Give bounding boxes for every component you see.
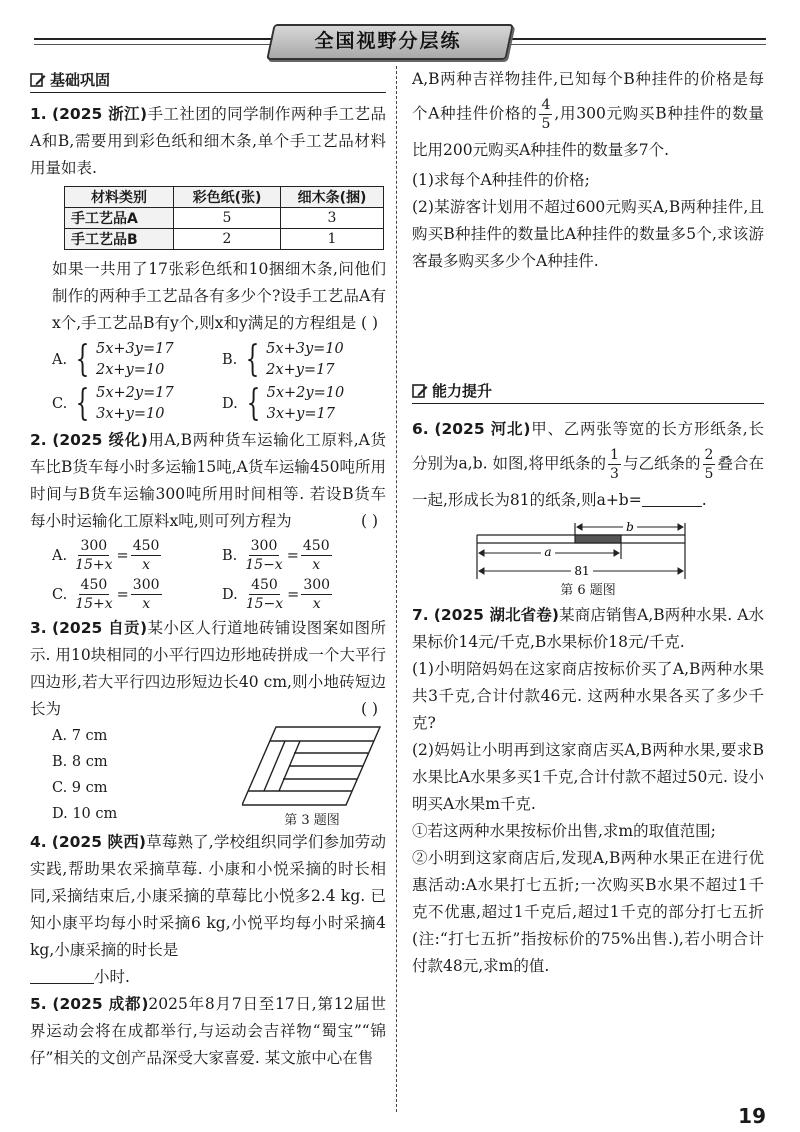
question-text: 用A,B两种货车运输化工原料,A货车比B货车每小时多运输15吨,A货车运输450吨所用时间与B货车运输300吨所用时间相等. 若设B货车每小时运输化工原料x吨,则可列方程为 [30, 431, 386, 530]
numerator: 1 [610, 447, 619, 463]
equation: 5x+3y=10 [266, 341, 344, 357]
question-number: 5. [30, 995, 47, 1013]
option-label: A. [52, 547, 68, 564]
option-label: A. [52, 352, 68, 368]
option-a[interactable]: A. { 5x+3y=17 2x+y=10 [52, 339, 174, 380]
option-c[interactable]: C. $\frac{450}{15+x}$ = $\frac{300}{x}$ [52, 577, 160, 612]
figure-caption: 第 3 题图 [284, 813, 340, 828]
option-d[interactable]: D. { 5x+2y=10 3x+y=17 [222, 383, 345, 424]
option-label: D. [222, 586, 238, 603]
answer-blank[interactable] [642, 490, 702, 507]
option-c[interactable]: C. { 5x+2y=17 3x+y=10 [52, 383, 174, 424]
question-part-1: (1)小明陪妈妈在这家商店按标价买了A,B两种水果共3千克,合计付款46元. 这两种水果各买了多少千克? [412, 660, 764, 732]
question-text: 草莓熟了,学校组织同学们参加劳动实践,帮助果农采摘草莓. 小康和小悦采摘的时长相同,采摘结束后,小康采摘的草莓比小悦多2.4 kg. 已知小康平均每小时采摘6 kg,小悦平均每小时采摘4 kg,小康采摘的时长是 [30, 833, 386, 959]
answer-space [412, 275, 764, 379]
label-b: b [626, 521, 634, 534]
table-row [65, 229, 384, 250]
denominator: 5 [541, 116, 551, 132]
column-divider [396, 66, 397, 1112]
label-total: 81 [574, 564, 590, 578]
table-header: 材料类别 [65, 187, 174, 208]
table-cell: 手工艺品A [65, 208, 174, 229]
question-source: (2025 河北) [434, 420, 531, 438]
question-number: 6. [412, 420, 429, 438]
equation: 2x+y=17 [266, 362, 335, 378]
pencil-note-icon [30, 72, 46, 88]
option-label: B. [222, 547, 238, 564]
table-row [65, 208, 384, 229]
q3-options-and-figure [30, 723, 386, 829]
denominator: 15−x [245, 596, 284, 612]
denominator: 3 [610, 466, 619, 482]
answer-paren: ( ) [360, 512, 378, 530]
numerator: 300 [132, 577, 160, 593]
question-source: (2025 成都) [52, 995, 149, 1013]
question-part-2: (2)妈妈让小明再到这家商店买A,B两种水果,要求B水果比A水果多买1千克,合计付款不超过50元. 设小明买A水果m千克. [412, 741, 764, 813]
numerator: 450 [80, 577, 108, 593]
option-b[interactable]: B. 8 cm [52, 754, 108, 770]
numerator: 4 [541, 97, 551, 113]
options-q1 [30, 339, 386, 425]
numerator: 450 [251, 577, 278, 593]
question-number: 3. [30, 619, 47, 637]
equation: 3x+y=10 [96, 406, 165, 422]
question-7 [412, 602, 764, 980]
denominator: x [142, 557, 151, 573]
equation: 2x+y=10 [96, 362, 165, 378]
question-text: 甲、乙两张等宽的长方形纸条,长分别为a,b. 如图,将甲纸条的 [412, 420, 764, 473]
numerator: 450 [302, 538, 330, 554]
option-label: C. [52, 586, 68, 603]
question-source: (2025 陕西) [51, 833, 146, 851]
numerator: 450 [132, 538, 160, 554]
question-text: 叠合在一起,形成长为81的纸条,则a+b= [412, 454, 764, 509]
question-number: 4. [30, 833, 47, 851]
question-source: (2025 绥化) [52, 431, 148, 449]
table-cell: 3 [281, 208, 384, 229]
page-number: 19 [738, 1104, 766, 1128]
section-advanced [412, 379, 764, 404]
table-cell: 1 [281, 229, 384, 250]
denominator: x [312, 596, 321, 612]
label-a: a [544, 545, 552, 559]
section-basic-title: 基础巩固 [50, 71, 111, 89]
option-b[interactable]: B. $\frac{300}{15-x}$ = $\frac{450}{x}$ [222, 538, 330, 573]
table-header: 彩色纸(张) [174, 187, 281, 208]
question-text: 手工社团的同学制作两种手工艺品A和B,需要用到彩色纸和细木条,单个手工艺品材料用量如表. [30, 105, 386, 177]
question-part-1: (1)求每个A种挂件的价格; [412, 171, 590, 189]
question-sub-2: ②小明到这家商店后,发现A,B两种水果正在进行优惠活动:A水果打七五折;一次购买B水果不超过1千克不优惠,超过1千克后,超过1千克的部分打七五折(注:“打七五折”指按标价的75%出售.),若小明合计付款48元,求m的值. [412, 849, 764, 975]
numerator: 300 [303, 577, 331, 593]
question-text: 某小区人行道地砖铺设图案如图所示. 用10块相同的小平行四边形地砖拼成一个大平行四边形,若大平行四边形短边长40 cm,则小地砖短边长为 [30, 619, 386, 718]
equation: 5x+2y=17 [96, 385, 174, 401]
denominator: 15+x [75, 557, 113, 573]
left-column [30, 68, 386, 1072]
option-d[interactable]: D. 10 cm [52, 806, 118, 822]
option-c[interactable]: C. 9 cm [52, 780, 108, 796]
option-label: C. [52, 396, 68, 412]
numerator: 2 [704, 447, 714, 463]
right-column [412, 62, 764, 980]
option-d[interactable]: D. $\frac{450}{15-x}$ = $\frac{300}{x}$ [222, 577, 331, 612]
question-1 [30, 101, 386, 425]
question-text: 如果一共用了17张彩色纸和10捆细木条,问他们制作的两种手工艺品各有多少个?设手工艺品A有x个,手工艺品B有y个,则x和y满足的方程组是 [52, 260, 386, 332]
option-label: B. [222, 352, 238, 368]
numerator: 300 [250, 538, 278, 554]
table-header: 细木条(捆) [281, 187, 384, 208]
question-text: ,用300元购买B种挂件的数量比用200元购买A种挂件的数量多7个. [412, 104, 764, 159]
question-text: 2025年8月7日至17日,第12届世界运动会将在成都举行,与运动会吉祥物“蜀宝”“锦仔”相关的文创产品深受大家喜爱. 某文旅中心在售 [30, 995, 386, 1067]
question-2 [30, 427, 386, 613]
question-source: (2025 自贡) [52, 619, 148, 637]
question-number: 7. [412, 606, 429, 624]
option-a[interactable]: A. 7 cm [52, 728, 108, 744]
equation: 5x+3y=17 [96, 341, 174, 357]
question-5 [30, 991, 386, 1072]
option-a[interactable]: A. $\frac{300}{15+x}$ = $\frac{450}{x}$ [52, 538, 160, 573]
materials-table [64, 186, 384, 250]
answer-blank[interactable] [30, 967, 94, 984]
question-4 [30, 829, 386, 991]
denominator: 15−x [245, 557, 283, 573]
figure-caption: 第 6 题图 [560, 583, 616, 598]
option-b[interactable]: B. { 5x+3y=10 2x+y=17 [222, 339, 344, 380]
denominator: x [142, 596, 151, 612]
question-part-2: (2)某游客计划用不超过600元购买A,B两种挂件,且购买B种挂件的数量比A种挂件的数量多5个,求该游客最多购买多少个A种挂件. [412, 198, 764, 270]
table-cell: 手工艺品B [65, 229, 174, 250]
section-basic [30, 68, 386, 93]
paper-strip-figure [475, 521, 701, 579]
header-title: 全国视野分层练 [314, 30, 462, 52]
question-tail: 小时. [94, 968, 130, 986]
numerator: 300 [80, 538, 108, 554]
pencil-note-icon [412, 383, 428, 399]
section-advanced-title: 能力提升 [432, 382, 493, 400]
question-sub-1: ①若这两种水果按标价出售,求m的取值范围; [412, 822, 716, 840]
answer-paren: ( ) [360, 314, 378, 332]
denominator: 15+x [75, 596, 113, 612]
option-label: D. [222, 396, 238, 412]
question-source: (2025 浙江) [52, 105, 148, 123]
question-text: 与乙纸条的 [622, 454, 701, 473]
question-number: 2. [30, 431, 47, 449]
tile-pattern-figure [242, 725, 382, 807]
question-number: 1. [30, 105, 47, 123]
table-cell: 2 [174, 229, 281, 250]
equation: 3x+y=17 [266, 406, 335, 422]
question-source: (2025 湖北省卷) [433, 606, 559, 624]
denominator: 5 [704, 466, 714, 482]
question-text: A,B两种吉祥物挂件,已知每个B种挂件的价格是每个A种挂件价格的 [412, 70, 764, 123]
denominator: x [312, 557, 321, 573]
equation: 5x+2y=10 [266, 385, 345, 401]
answer-paren: ( ) [360, 700, 378, 718]
table-cell: 5 [174, 208, 281, 229]
question-text: 某商店销售A,B两种水果. A水果标价14元/千克,B水果标价18元/千克. [412, 606, 764, 651]
options-q2 [30, 537, 386, 613]
table-header-row [65, 187, 384, 208]
question-6: 6. (2025 河北)甲、乙两张等宽的长方形纸条,长分别为a,b. 如图,将甲纸条的 $\frac{1}{3}$ 与乙纸条的 $\frac{2}{5}$ 叠合在一起,形成长为81的纸条,则a+b= . b a 81 第 6 题图 [412, 420, 764, 598]
question-3 [30, 615, 386, 829]
